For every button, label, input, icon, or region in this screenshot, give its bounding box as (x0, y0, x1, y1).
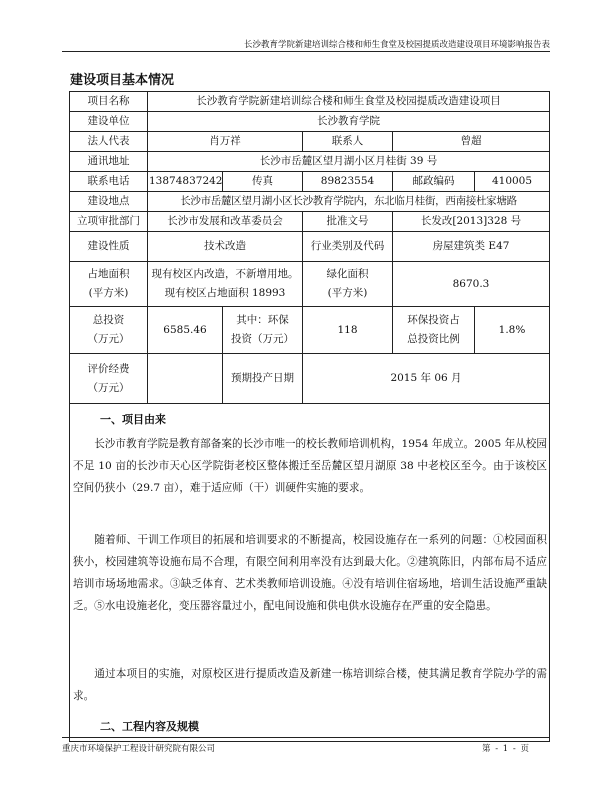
nature-label: 建设性质 (70, 232, 148, 262)
project-info-table (69, 91, 550, 742)
env-invest-value: 118 (303, 307, 393, 354)
ratio-label-line2: 总投资比例 (407, 333, 460, 345)
legal-rep-value: 肖万祥 (148, 132, 303, 152)
row-nature (70, 232, 550, 262)
ratio-value: 1.8% (475, 307, 550, 354)
env-invest-label-line1: 其中：环保 (236, 314, 289, 326)
area-value-line1: 现有校区内改造，不新增用地。 (151, 268, 299, 280)
footer-rule (62, 737, 550, 738)
paragraph-purpose: 通过本项目的实施，对原校区进行提质改造及新建一栋培训综合楼，使其满足教育学院办学的需求。 (73, 668, 547, 702)
green-label (303, 262, 393, 307)
section-title: 建设项目基本情况 (70, 73, 175, 88)
eval-fee-value (148, 354, 223, 404)
row-phone (70, 172, 550, 192)
running-header: 长沙教育学院新建培训综合楼和师生食堂及校园提质改造建设项目环境影响报告表 (243, 40, 550, 50)
green-label-line2: (平方米) (327, 287, 368, 299)
fax-label: 传真 (223, 172, 303, 192)
area-label-line2: (平方米) (88, 287, 129, 299)
env-invest-label (223, 307, 303, 354)
approval-dept-value: 长沙市发展和改革委员会 (148, 212, 303, 232)
paragraph-problems: 随着师、干训工作项目的拓展和培训要求的不断提高，校园设施存在一系列的问题：①校园面积狭小，校园建筑等设施布局不合理，有限空间利用率没有达到最大化。②建筑陈旧，内部布局不适应培训市场场地需求。③缺乏体育、艺术类教师培训设施。④没有培训住宿场地，培训生活设施严重缺乏。⑤水电设施老化，变压器容量过小，配电间设施和供电供水设施存在严重的安全隐患。 (73, 534, 547, 612)
heading-scope: 二、工程内容及规模 (100, 720, 199, 733)
eval-fee-label-line2: （万元） (87, 381, 130, 394)
legal-rep-label: 法人代表 (70, 132, 148, 152)
nature-value: 技术改造 (148, 232, 303, 262)
eval-fee-label-line1: 评价经费 (87, 362, 130, 375)
contact-value: 曾超 (393, 132, 550, 152)
green-value: 8670.3 (393, 262, 550, 307)
approval-dept-label: 立项审批部门 (70, 212, 148, 232)
row-investment (70, 307, 550, 354)
ratio-label-line1: 环保投资占 (407, 314, 460, 326)
paragraph-origin: 长沙市教育学院是教育部备案的长沙市唯一的校长教师培训机构，1954 年成立。2005 年从校园不足 10 亩的长沙市天心区学院街老校区整体搬迁至岳麓区望月湖原 38 中老校区至今。由于该校区空间仍狭小（29.7 亩），难于适应师（干）训硬件实施的要求。 (73, 438, 547, 494)
area-label (70, 262, 148, 307)
row-legal (70, 132, 550, 152)
location-value: 长沙市岳麓区望月湖小区长沙教育学院内，东北临月桂街，西南接杜家塘路 (148, 192, 550, 212)
page-number: 第 - 1 - 页 (482, 744, 530, 754)
heading-project-origin: 一、项目由来 (100, 413, 166, 426)
env-invest-label-line2: 投资（万元） (231, 333, 294, 345)
prod-date-label: 预期投产日期 (223, 354, 303, 404)
area-value-line2: 现有校区占地面积 18993 (164, 287, 286, 299)
unit-label: 建设单位 (70, 112, 148, 132)
unit-value: 长沙教育学院 (148, 112, 550, 132)
project-name-value: 长沙教育学院新建培训综合楼和师生食堂及校园提质改造建设项目 (148, 92, 550, 112)
project-name-label: 项目名称 (70, 92, 148, 112)
phone-label: 联系电话 (70, 172, 148, 192)
fax-value: 89823554 (303, 172, 393, 192)
row-unit (70, 112, 550, 132)
eval-fee-label (70, 354, 148, 404)
zip-label: 邮政编码 (393, 172, 475, 192)
approval-no-value: 长发改[2013]328 号 (393, 212, 550, 232)
invest-value: 6585.46 (148, 307, 223, 354)
industry-label: 行业类别及代码 (303, 232, 393, 262)
phone-value: 13874837242 (148, 172, 223, 192)
area-label-line1: 占地面积 (87, 268, 130, 280)
approval-no-label: 批准文号 (303, 212, 393, 232)
narrative-cell (70, 404, 550, 742)
invest-label-line1: 总投资 (92, 314, 125, 326)
row-approval (70, 212, 550, 232)
zip-value: 410005 (475, 172, 550, 192)
row-address (70, 152, 550, 172)
row-eval (70, 354, 550, 404)
row-area (70, 262, 550, 307)
invest-label-line2: （万元） (87, 333, 130, 345)
area-value (148, 262, 303, 307)
prod-date-value: 2015 年 06 月 (303, 354, 550, 404)
address-label: 通讯地址 (70, 152, 148, 172)
row-location (70, 192, 550, 212)
invest-label (70, 307, 148, 354)
header-rule (62, 51, 550, 52)
green-label-line1: 绿化面积 (326, 268, 369, 280)
location-label: 建设地点 (70, 192, 148, 212)
contact-label: 联系人 (303, 132, 393, 152)
ratio-label (393, 307, 475, 354)
footer-company: 重庆市环境保护工程设计研究院有限公司 (62, 744, 216, 754)
address-value: 长沙市岳麓区望月湖小区月桂街 39 号 (148, 152, 550, 172)
industry-value: 房屋建筑类 E47 (393, 232, 550, 262)
row-project-name (70, 92, 550, 112)
row-narrative (70, 404, 550, 742)
